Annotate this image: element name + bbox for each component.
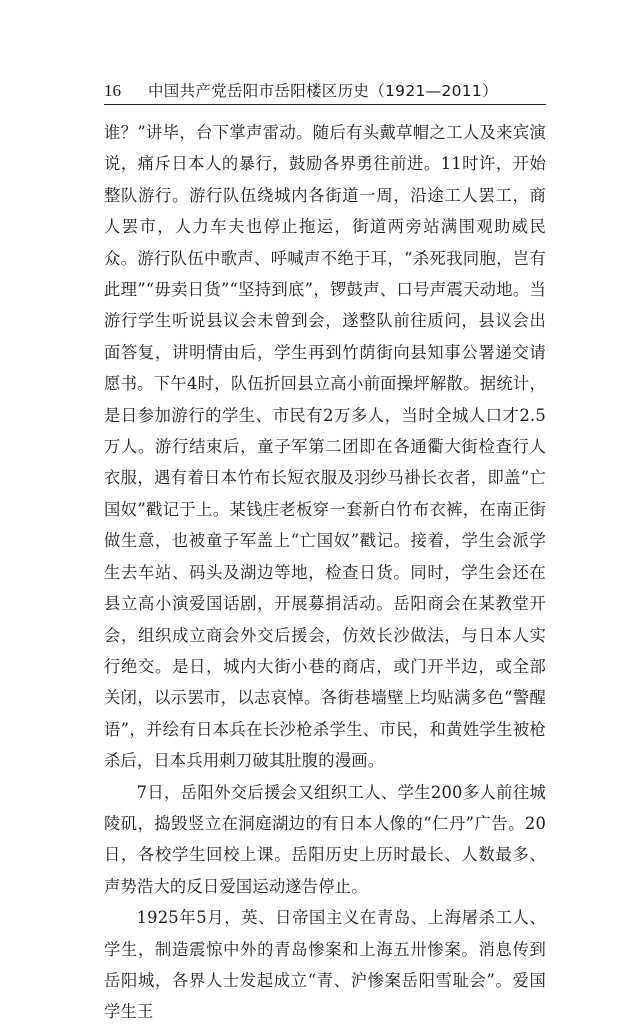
paragraph-1: 谁？”讲毕，台下掌声雷动。随后有头戴草帽之工人及来宾演说，痛斥日本人的暴行，鼓励各界勇往前进。11时许，开始整队游行。游行队伍绕城内各街道一周，沿途工人罢工，商人罢市，人力车夫也停止拖运，街道两旁站满围观助威民众。游行队伍中歌声、呼喊声不绝于耳，“杀死我同胞，岂有此理”“毋卖日货”“坚持到底”，锣鼓声、口号声震天动地。当游行学生听说县议会未曾到会，遂整队前往质问，县议会出面答复，讲明情由后，学生再到竹荫街向县知事公署递交请愿书。下午4时，队伍折回县立高小前面操坪解散。据统计，是日参加游行的学生、市民有2万多人，当时全城人口才2.5万人。游行结束后，童子军第二团即在各通衢大街检查行人衣服，遇有着日本竹布长短衣服及羽纱马褂长衣者，即盖“亡国奴”戳记于上。某钱庄老板穿一套新白竹布衣裤，在南正街做生意，也被童子军盖上“亡国奴”戳记。接着，学生会派学生去车站、码头及湖边等地，检查日货。同时，学生会还在县立高小演爱国话剧，开展募捐活动。岳阳商会在某教堂开会，组织成立商会外交后援会，仿效长沙做法，与日本人实行绝交。是日，城内大街小巷的商店，或门开半边，或全部关闭，以示罢市，以志哀悼。各街巷墙壁上均贴满多色“警醒语”，并绘有日本兵在长沙枪杀学生、市民，和黄姓学生被枪杀后，日本兵用刺刀破其肚腹的漫画。 <box>104 123 546 771</box>
running-title: 中国共产党岳阳市岳阳楼区历史（1921—2011） <box>148 82 498 100</box>
body-text <box>104 117 546 1028</box>
header-rule <box>104 104 546 105</box>
page-header <box>104 76 546 102</box>
paragraph-3: 1925年5月，英、日帝国主义在青岛、上海屠杀工人、学生，制造震惊中外的青岛惨案和上海五卅惨案。消息传到岳阳城，各界人士发起成立“青、沪惨案岳阳雪耻会”。爱国学生王 <box>104 908 546 1022</box>
page-number: 16 <box>104 81 121 100</box>
paragraph-2: 7日，岳阳外交后援会又组织工人、学生200多人前往城陵矶，捣毁竖立在洞庭湖边的有日本人像的“仁丹”广告。20日，各校学生回校上课。岳阳历史上历时最长、人数最多、声势浩大的反日爱国运动遂告停止。 <box>104 782 546 896</box>
